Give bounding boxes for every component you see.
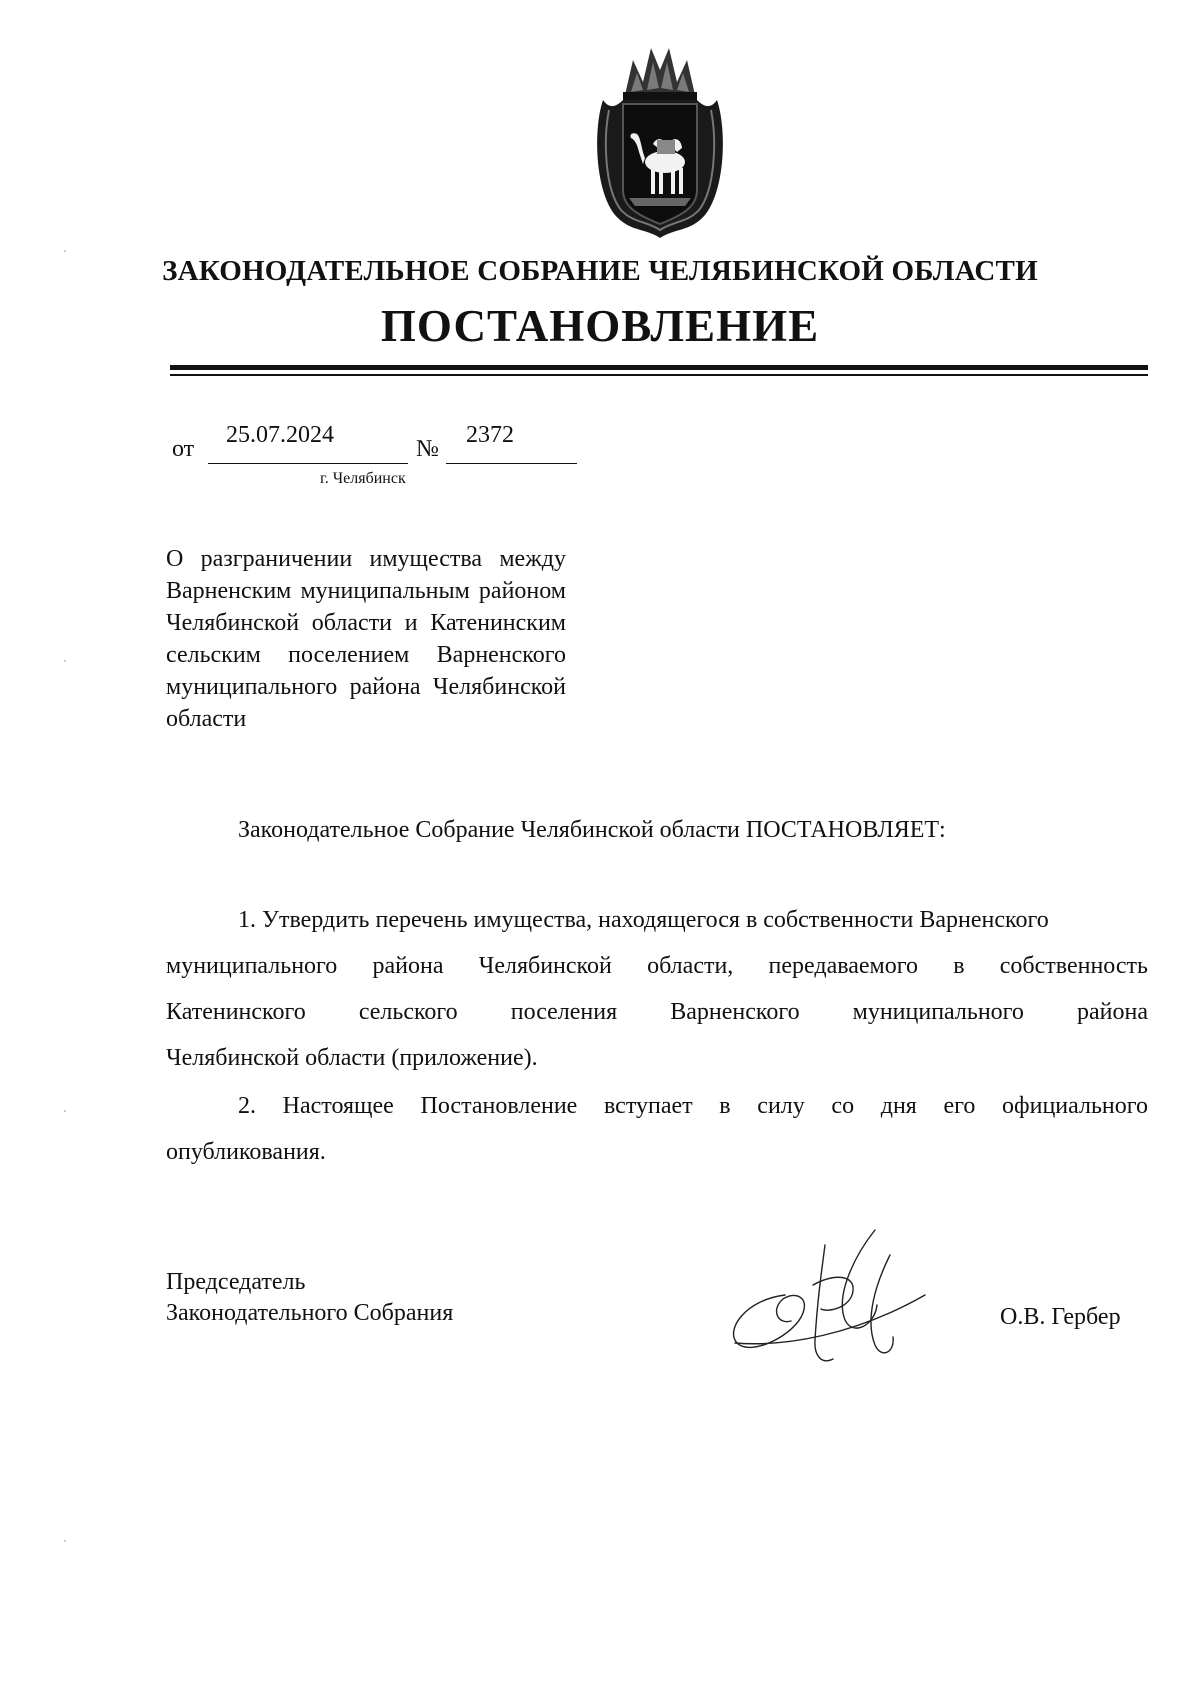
signatory-position-line1: Председатель — [166, 1269, 306, 1295]
item1-line4: Челябинской области (приложение). — [166, 1045, 538, 1071]
header-rule-thick — [170, 365, 1148, 370]
scan-mark — [64, 660, 66, 662]
handwritten-signature — [725, 1225, 955, 1375]
number-label: № — [416, 436, 439, 462]
document-type-title: ПОСТАНОВЛЕНИЕ — [380, 301, 820, 351]
item2-line2: опубликования. — [166, 1139, 326, 1165]
number-value: 2372 — [466, 422, 514, 448]
scan-mark — [64, 250, 66, 252]
date-value: 25.07.2024 — [226, 422, 334, 448]
number-field — [446, 422, 577, 464]
header-rule-thin — [170, 374, 1148, 376]
resolves-statement: Законодательное Собрание Челябинской области ПОСТАНОВЛЯЕТ: — [238, 817, 946, 843]
from-label: от — [172, 436, 195, 462]
signatory-position-line2: Законодательного Собрания — [166, 1300, 454, 1326]
city-label: г. Челябинск — [320, 470, 406, 487]
organization-title: ЗАКОНОДАТЕЛЬНОЕ СОБРАНИЕ ЧЕЛЯБИНСКОЙ ОБЛАСТИ — [162, 255, 1038, 287]
item1-line3: Катенинского сельского поселения Варненского муниципального района — [166, 999, 1148, 1025]
scan-mark — [64, 1110, 66, 1112]
document-subject: О разграничении имущества между Варненским муниципальным районом Челябинской области и Катенинским сельским поселением Варненского муниципального района Челябинской области — [166, 546, 566, 732]
date-field — [208, 422, 408, 464]
scan-mark — [64, 1540, 66, 1542]
item1-line2: муниципального района Челябинской области, передаваемого в собственность — [166, 953, 1148, 979]
item1-line1: 1. Утвердить перечень имущества, находящегося в собственности Варненского — [238, 907, 1049, 933]
coat-of-arms-emblem — [585, 40, 735, 240]
signatory-name: О.В. Гербер — [1000, 1304, 1121, 1330]
item2-line1: 2. Настоящее Постановление вступает в силу со дня его официального — [238, 1093, 1148, 1119]
